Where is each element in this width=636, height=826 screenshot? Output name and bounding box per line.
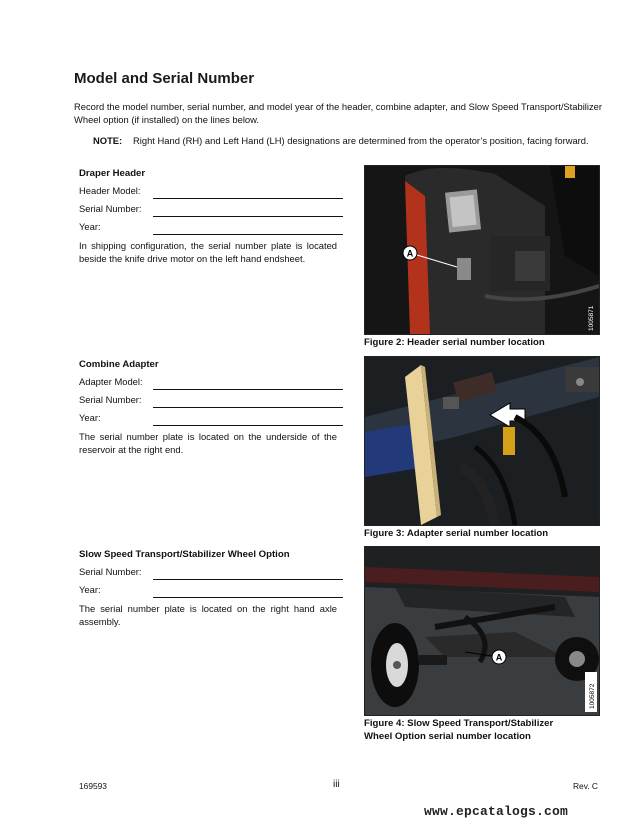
note-text: Right Hand (RH) and Left Hand (LH) designations are determined from the operator’s position, facing forward. [133, 135, 589, 146]
stabilizer-wheel-heading: Slow Speed Transport/Stabilizer Wheel Option [79, 549, 290, 560]
wheel-year-line[interactable] [153, 597, 343, 598]
adapter-year-line[interactable] [153, 425, 343, 426]
wheel-serial-line[interactable] [153, 579, 343, 580]
figure-4-photo [364, 546, 600, 716]
adapter-serial-label: Serial Number: [79, 394, 142, 405]
combine-adapter-heading: Combine Adapter [79, 359, 159, 370]
header-model-label: Header Model: [79, 185, 141, 196]
adapter-model-label: Adapter Model: [79, 376, 143, 387]
figure-4-caption-line2: Wheel Option serial number location [364, 731, 531, 742]
footer-revision: Rev. C [573, 781, 598, 791]
header-year-label: Year: [79, 221, 101, 232]
wheel-plate-location-text: The serial number plate is located on the right hand axle assembly. [79, 603, 337, 627]
figure-4-callout-a: A [495, 652, 503, 663]
intro-paragraph: Record the model number, serial number, and model year of the header, combine adapter, and Slow Speed Transport/Stabilizer Wheel option (if installed) on the lines below. [74, 101, 602, 125]
header-serial-line[interactable] [153, 216, 343, 217]
header-serial-field[interactable] [79, 203, 343, 217]
header-serial-label: Serial Number: [79, 203, 142, 214]
header-year-line[interactable] [153, 234, 343, 235]
header-model-line[interactable] [153, 198, 343, 199]
draper-header-heading: Draper Header [79, 168, 146, 179]
footer-doc-number: 169593 [79, 781, 107, 791]
header-serial-plate-illustration [365, 166, 599, 334]
adapter-year-field[interactable] [79, 412, 343, 426]
figure-4-caption-line1: Figure 4: Slow Speed Transport/Stabilizer [364, 718, 554, 729]
wheel-year-field[interactable] [79, 584, 343, 598]
header-plate-location-text: In shipping configuration, the serial number plate is located beside the knife drive motor on the left hand endsheet. [79, 240, 337, 264]
adapter-model-field[interactable] [79, 376, 343, 390]
adapter-serial-line[interactable] [153, 407, 343, 408]
figure-2-photo [364, 165, 600, 335]
watermark-url[interactable]: www.epcatalogs.com [424, 804, 569, 819]
figure-2-id: 1005871 [588, 305, 595, 331]
adapter-year-label: Year: [79, 412, 101, 423]
wheel-serial-field[interactable] [79, 566, 343, 580]
header-model-field[interactable] [79, 185, 343, 199]
header-year-field[interactable] [79, 221, 343, 235]
figure-3-photo [364, 356, 600, 526]
figure-2-caption: Figure 2: Header serial number location [364, 337, 545, 348]
figure-2-callout-a: A [406, 248, 414, 259]
note-label: NOTE: [93, 135, 123, 146]
figure-3-caption: Figure 3: Adapter serial number location [364, 528, 549, 539]
figure-4-id: 1005872 [589, 683, 596, 709]
wheel-serial-plate-illustration [365, 547, 599, 715]
wheel-serial-label: Serial Number: [79, 566, 142, 577]
adapter-serial-plate-illustration [365, 357, 599, 525]
footer-page-number: iii [333, 779, 340, 790]
page-title: Model and Serial Number [74, 70, 255, 87]
adapter-plate-location-text: The serial number plate is located on the underside of the reservoir at the right end. [79, 431, 337, 455]
adapter-serial-field[interactable] [79, 394, 343, 408]
wheel-year-label: Year: [79, 584, 101, 595]
adapter-model-line[interactable] [153, 389, 343, 390]
